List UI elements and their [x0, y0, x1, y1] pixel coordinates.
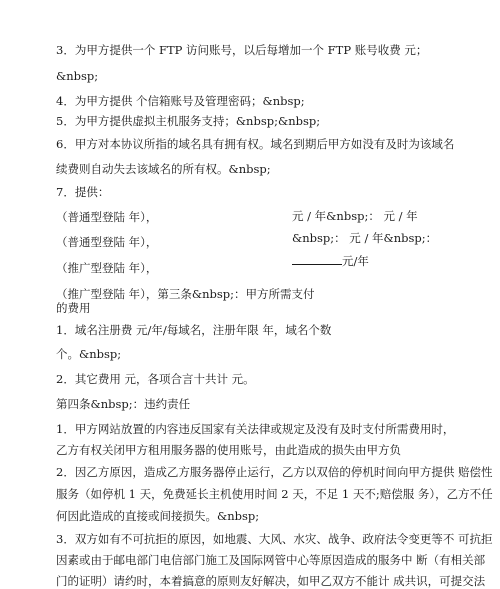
- doc-line-5: 6．甲方对本协议所指的域名具有拥有权。域名到期后甲方如没有及时为该域名: [56, 137, 455, 151]
- doc-line-20: 服务（如停机 1 天，免费延长主机使用时间 2 天，不足 1 天不;赔偿服 务），乙方不任: [56, 487, 493, 501]
- doc-line-6: 续费则自动失去该域名的所有权。&nbsp;: [56, 162, 271, 176]
- doc-line-2: &nbsp;: [56, 69, 99, 83]
- doc-line-19: 2．因乙方原因，造成乙方服务器停止运行，乙方以双倍的停机时间向甲方提供 赔偿性: [56, 465, 493, 479]
- doc-line-17: 1．甲方网站放置的内容违反国家有关法律或规定及没有及时支付所需费用时，: [56, 422, 455, 436]
- doc-line-11: （推广型登陆 年），第三条&nbsp;：甲方所需支付: [56, 287, 315, 301]
- doc-line-22: 3．双方如有不可抗拒的原因，如地震、大风、水灾、战争、政府法令变更等不 可抗拒: [56, 532, 493, 546]
- fee-right-3: [292, 253, 369, 269]
- doc-line-12: 的费用: [56, 301, 91, 315]
- doc-line-15: 2．其它费用 元，各项合言十共计 元。: [56, 372, 255, 386]
- doc-line-24: 门的证明）请约时，本着搞意的原则友好解决，如甲乙双方不能计 成共识，可提交法: [56, 574, 486, 588]
- doc-line-10: （推广型登陆 年），: [56, 261, 158, 275]
- fee-right-1: 元 / 年&nbsp;： 元 / 年: [292, 209, 418, 223]
- doc-line-1: 3．为甲方提供一个 FTP 访问账号，以后每增加一个 FTP 账号收费 元；: [56, 43, 428, 57]
- doc-section-heading: 第四条&nbsp;：违约责任: [56, 397, 191, 411]
- doc-line-18: 乙方有权关闭甲方租用服务器的使用账号，由此造成的损失由甲方负: [56, 443, 401, 457]
- doc-line-4: 5．为甲方提供虚拟主机服务支持；&nbsp;&nbsp;: [56, 114, 321, 128]
- doc-line-9: （普通型登陆 年），: [56, 235, 158, 249]
- fee-blank: [292, 253, 342, 265]
- fee-right-2: &nbsp;： 元 / 年&nbsp;：: [292, 231, 438, 245]
- doc-line-3: 4．为甲方提供 个信箱账号及管理密码；&nbsp;: [56, 94, 305, 108]
- doc-line-13: 1．域名注册费 元/年/每域名，注册年限 年，域名个数: [56, 323, 332, 337]
- doc-line-14: 个。&nbsp;: [56, 347, 122, 361]
- doc-line-7: 7．提供：: [56, 185, 110, 199]
- fee-unit: 元/年: [342, 254, 369, 268]
- doc-line-21: 何因此造成的直接或间接损失。&nbsp;: [56, 509, 260, 523]
- doc-line-23: 因素或由于邮电部门电信部门施工及国际网管中心等原因造成的服务中 断（有相关部: [56, 553, 486, 567]
- doc-line-8: （普通型登陆 年），: [56, 210, 158, 224]
